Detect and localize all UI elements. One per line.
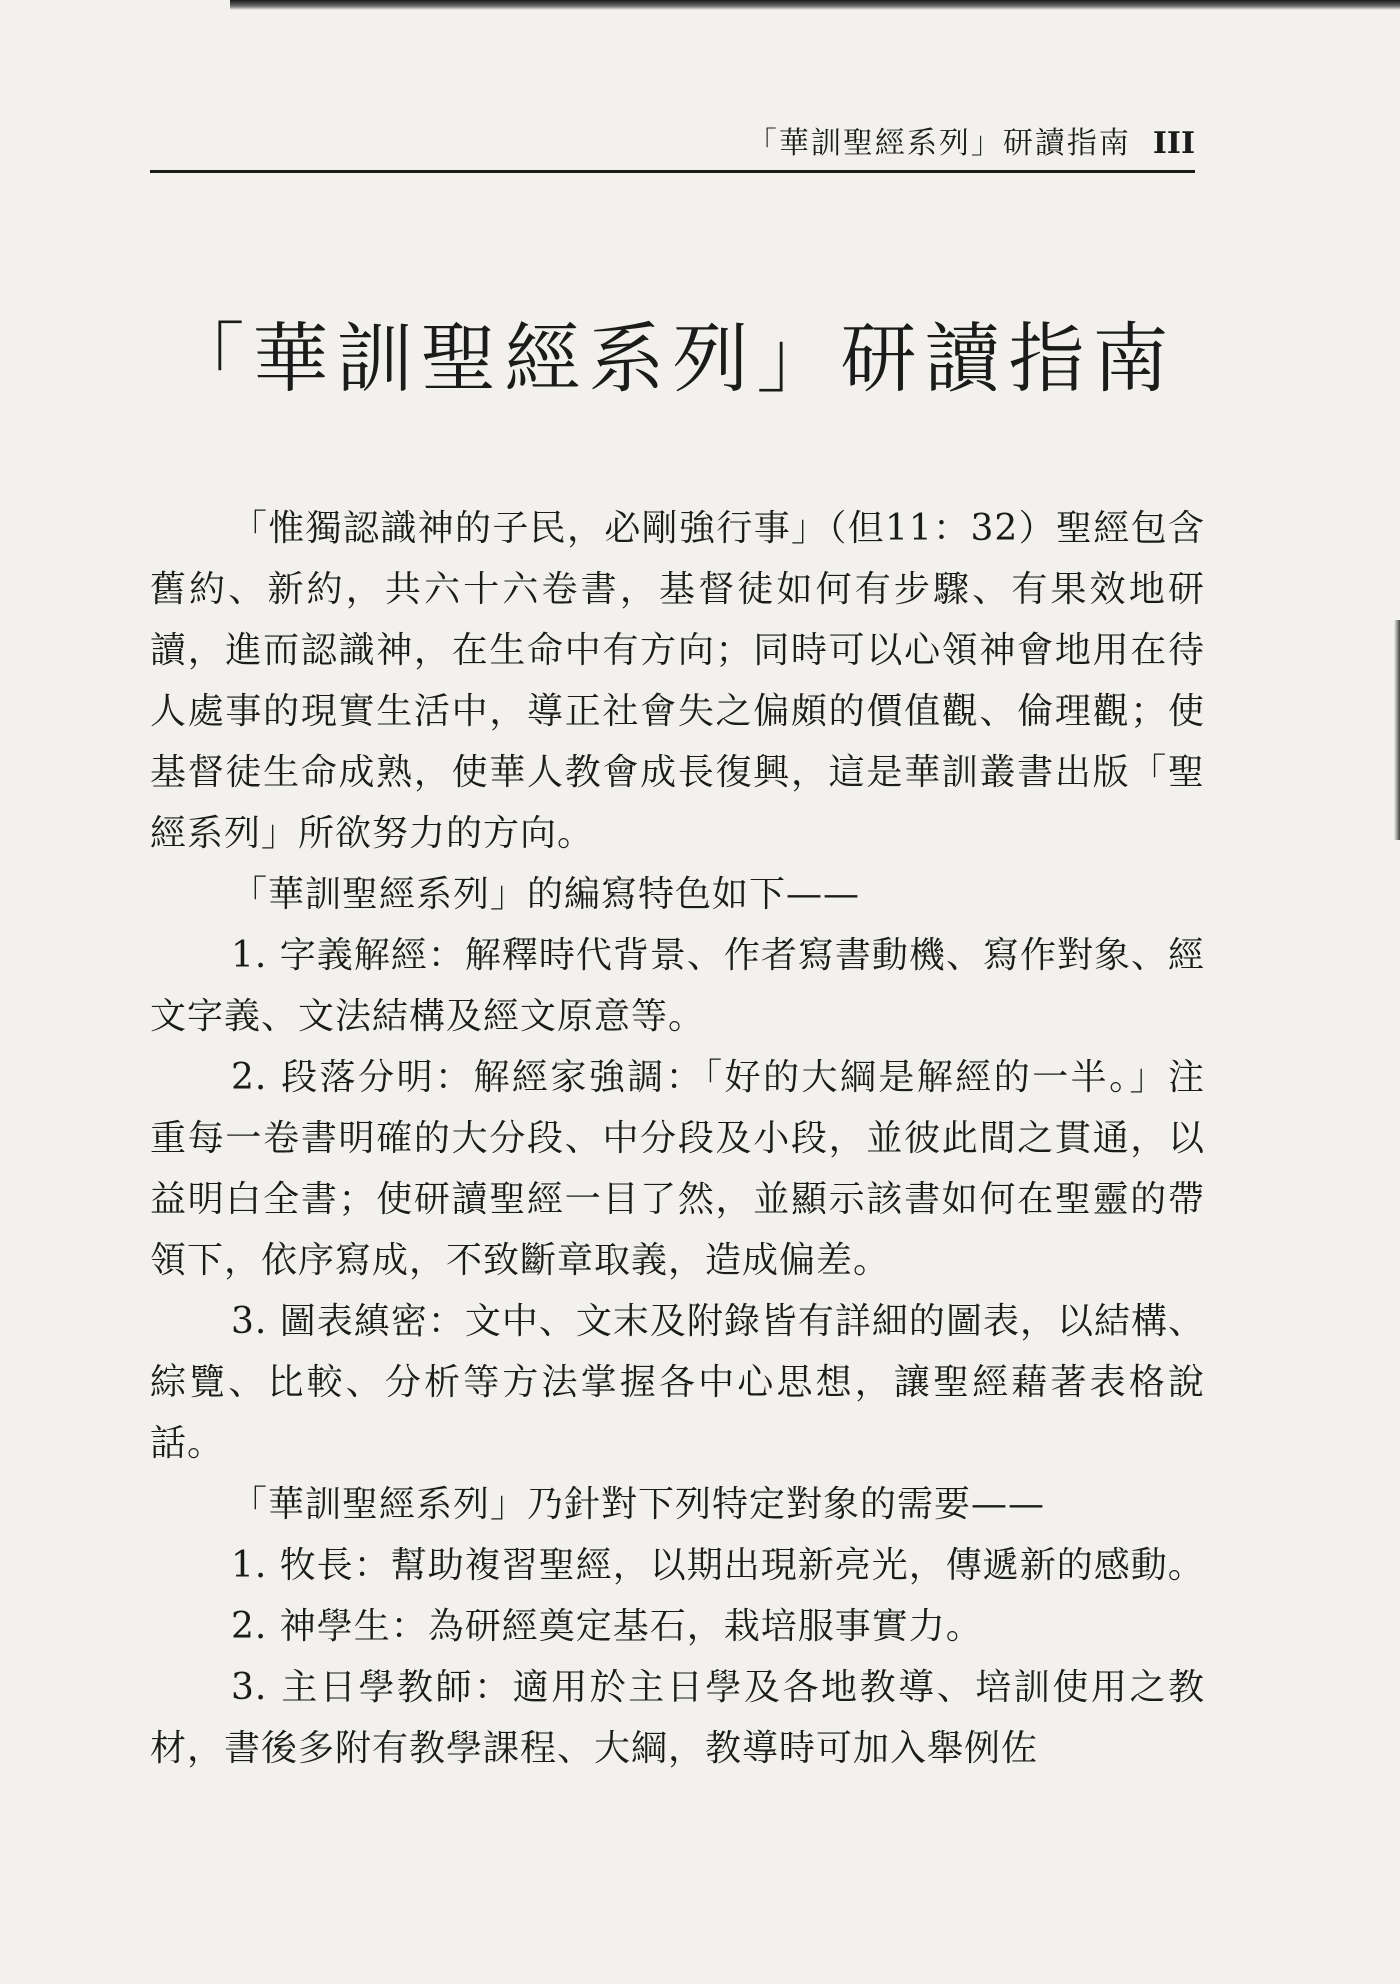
page-title: 「華訓聖經系列」研讀指南: [168, 314, 1177, 403]
header-rule: [150, 170, 1195, 173]
paragraph-audience-3: 3. 主日學教師：適用於主日學及各地教導、培訓使用之教材，書後多附有教學課程、大綱，教導時可加入舉例佐: [150, 1667, 1205, 1769]
body-text: [150, 498, 1205, 1779]
paragraph-audience-1: 1. 牧長：幫助複習聖經，以期出現新亮光，傳遞新的感動。: [231, 1545, 1205, 1586]
scan-shadow-right: [1394, 620, 1400, 840]
paragraph-audience-2: 2. 神學生：為研經奠定基石，栽培服事實力。: [231, 1606, 983, 1647]
paragraph-intro: 「惟獨認識神的子民，必剛強行事」（但11：32）聖經包含舊約、新約，共六十六卷書，基督徒如何有步驟、有果效地研讀，進而認識神，在生命中有方向；同時可以心領神會地用在待人處事的現實生活中，導正社會失之偏頗的價值觀、倫理觀；使基督徒生命成熟，使華人教會成長復興，這是華訓叢書出版「聖經系列」所欲努力的方向。: [150, 508, 1205, 854]
paragraph-feature-1: 1. 字義解經：解釋時代背景、作者寫書動機、寫作對象、經文字義、文法結構及經文原意等。: [150, 935, 1205, 1037]
paragraph-feature-3: 3. 圖表縝密：文中、文末及附錄皆有詳細的圖表，以結構、綜覽、比較、分析等方法掌握各中心思想，讓聖經藉著表格說話。: [150, 1301, 1205, 1464]
running-header: [150, 118, 1195, 162]
paragraph-features-heading: 「華訓聖經系列」的編寫特色如下——: [231, 874, 861, 915]
running-header-title: 「華訓聖經系列」研讀指南: [746, 126, 1131, 161]
page-number: III: [1152, 126, 1195, 161]
paragraph-audience-heading: 「華訓聖經系列」乃針對下列特定對象的需要——: [231, 1484, 1046, 1525]
scan-shadow-top: [230, 0, 1400, 10]
paragraph-feature-2: 2. 段落分明：解經家強調：「好的大綱是解經的一半。」注重每一卷書明確的大分段、中分段及小段，並彼此間之貫通，以益明白全書；使研讀聖經一目了然，並顯示該書如何在聖靈的帶領下，依序寫成，不致斷章取義，造成偏差。: [150, 1057, 1205, 1281]
